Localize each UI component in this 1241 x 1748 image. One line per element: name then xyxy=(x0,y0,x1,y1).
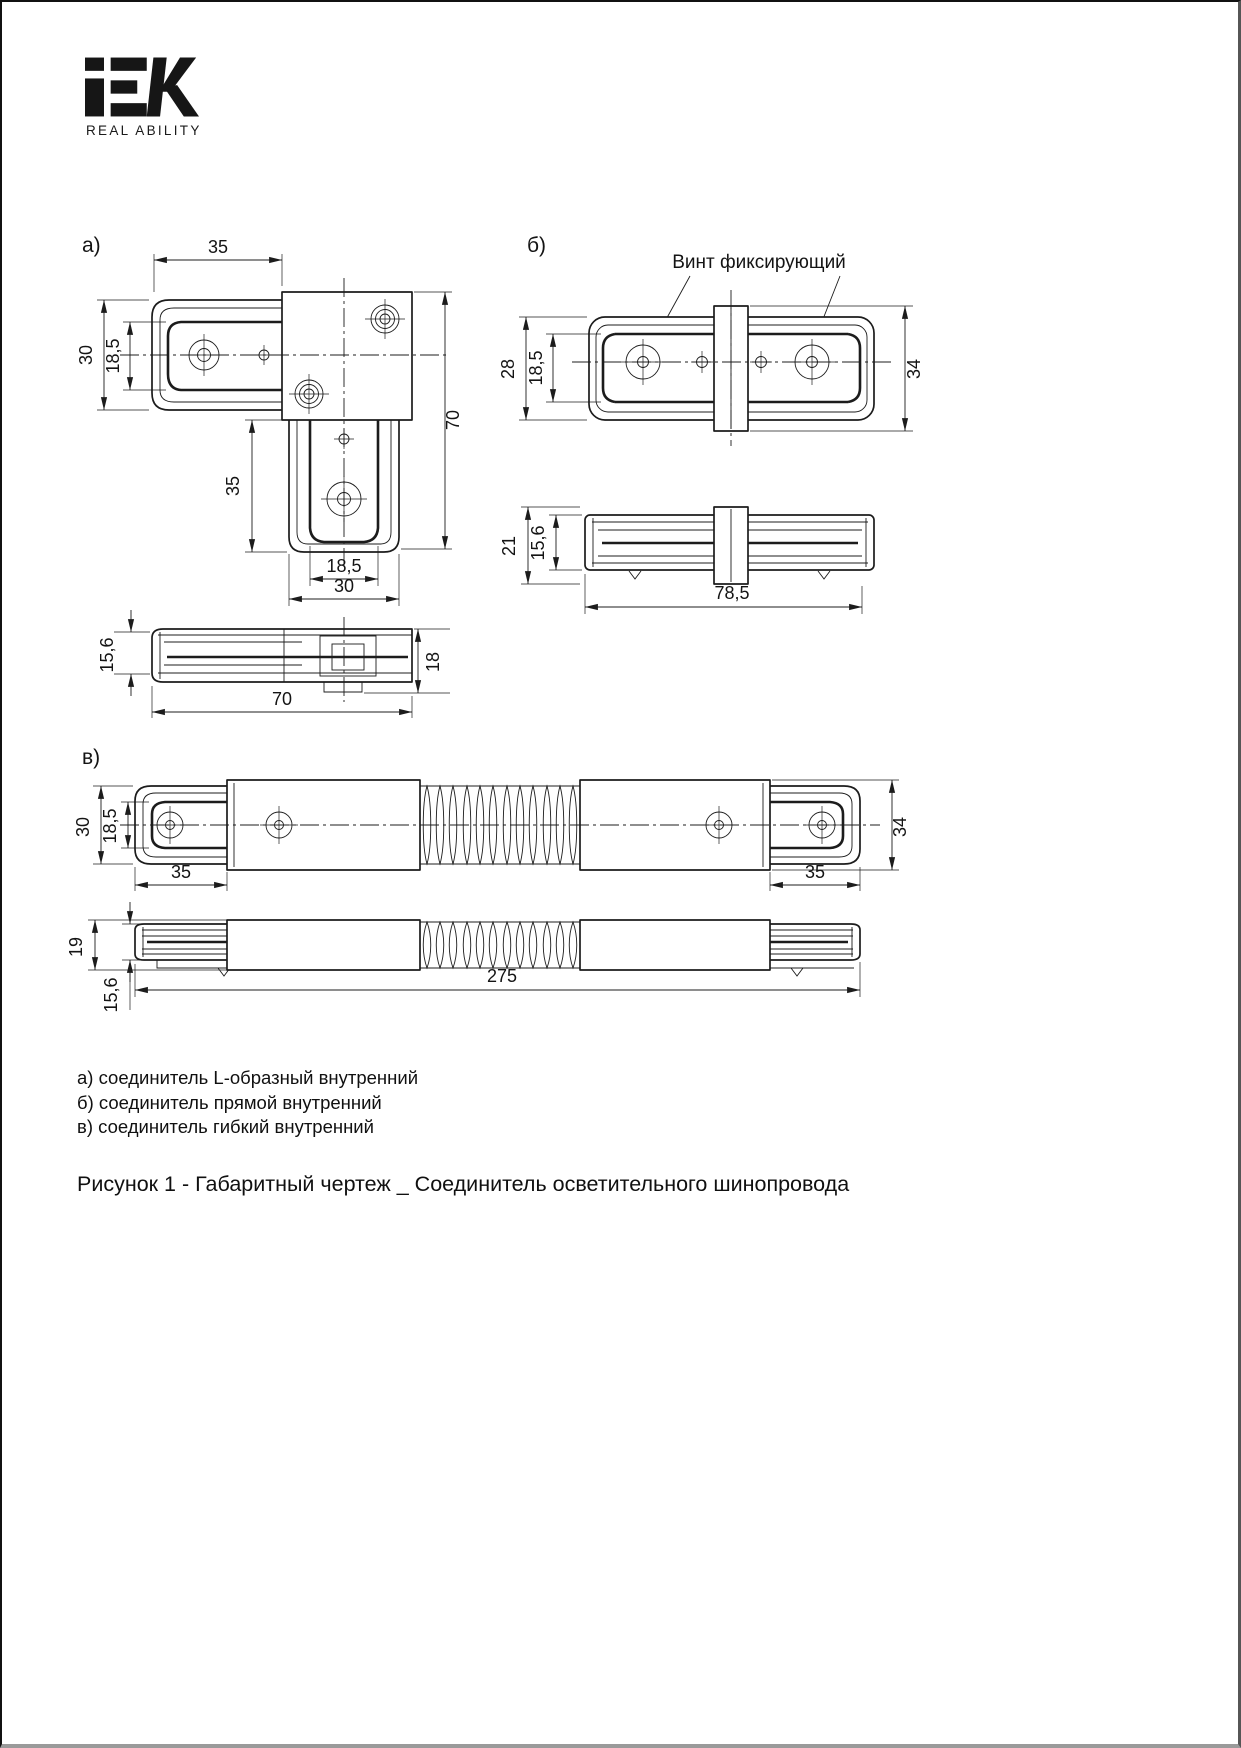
dim-b-tab-height: 34 xyxy=(904,358,924,380)
b-side-mark-left xyxy=(629,571,641,579)
a-arm-slot xyxy=(168,322,282,390)
dim-v-side-height-outer: 19 xyxy=(66,936,86,958)
a-side-tab xyxy=(324,682,362,692)
dim-a-slot-width: 18,5 xyxy=(326,556,362,576)
b-side-mark-right xyxy=(818,571,830,579)
dim-b-height-inner: 18,5 xyxy=(526,350,546,386)
dim-a-arm-width: 30 xyxy=(333,576,355,596)
a-corner-body xyxy=(282,292,412,420)
a-side-outline xyxy=(152,629,412,682)
dim-b-side-length: 78,5 xyxy=(714,583,750,603)
drawing-b-straight-connector xyxy=(498,234,924,614)
figure-legend xyxy=(77,1066,418,1140)
a-side-dimensions xyxy=(97,610,450,718)
dim-b-height-outer: 28 xyxy=(498,358,518,380)
logo-tagline: REAL ABILITY xyxy=(86,123,202,138)
dim-a-height-outer: 30 xyxy=(76,344,96,366)
dim-a-total-height: 70 xyxy=(443,409,463,431)
technical-drawing xyxy=(2,2,1241,1032)
a-plan-view xyxy=(120,278,450,566)
dim-v-side-total-length: 275 xyxy=(486,966,518,986)
dim-a-arm2-length: 35 xyxy=(223,475,243,497)
dim-v-height-inner: 18,5 xyxy=(100,808,120,844)
dim-b-side-height-outer: 21 xyxy=(499,535,519,557)
figure-caption: Рисунок 1 - Габаритный чертеж _ Соединитель осветительного шинопровода xyxy=(77,1172,850,1196)
dim-a-side-height-outer: 18 xyxy=(423,651,443,673)
legend-item-a: а) соединитель L-образный внутренний xyxy=(77,1067,419,1088)
legend-item-v: в) соединитель гибкий внутренний xyxy=(77,1116,374,1137)
v-bellows-side xyxy=(420,922,580,968)
dim-a-side-length: 70 xyxy=(271,689,293,709)
dim-v-end-length-left: 35 xyxy=(170,862,192,882)
dim-a-side-height-inner: 15,6 xyxy=(97,637,117,673)
dim-v-height-right: 34 xyxy=(890,816,910,838)
label-a: а) xyxy=(82,234,101,257)
dim-v-height-outer: 30 xyxy=(73,816,93,838)
dim-a-arm-length: 35 xyxy=(207,237,229,257)
legend-item-b: б) соединитель прямой внутренний xyxy=(77,1091,382,1113)
v-plan-dimensions xyxy=(73,780,910,891)
dim-v-end-length-right: 35 xyxy=(804,862,826,882)
v-side-left-box xyxy=(227,920,420,970)
dim-a-height-inner: 18,5 xyxy=(103,338,123,374)
dim-b-side-height-inner: 15,6 xyxy=(528,525,548,561)
v-side-right-box xyxy=(580,920,770,970)
callout-fixing-screw: Винт фиксирующий xyxy=(672,252,846,273)
drawing-v-flexible-connector xyxy=(66,746,910,1013)
drawing-a-l-connector xyxy=(76,234,463,718)
label-v: в) xyxy=(82,746,101,769)
dim-v-side-height-inner: 15,6 xyxy=(101,977,121,1013)
b-plan-view xyxy=(572,290,895,446)
v-plan-view xyxy=(120,780,880,870)
v-side-mark-right xyxy=(791,968,803,976)
label-b: б) xyxy=(527,234,547,257)
b-side-view xyxy=(585,507,874,584)
